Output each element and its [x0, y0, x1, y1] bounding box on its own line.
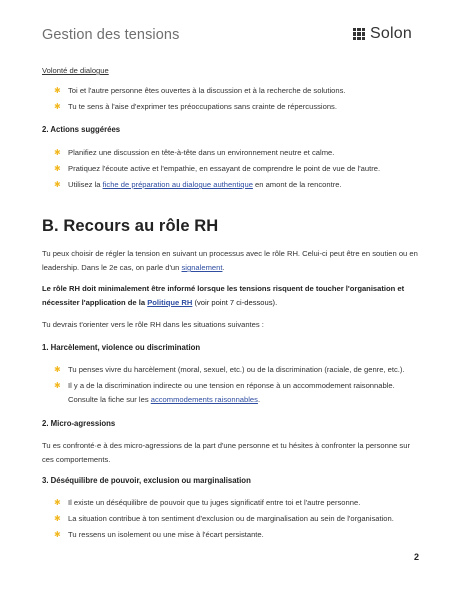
bullet-list-desequilibre [42, 496, 422, 542]
star-bullet-icon: ✱ [54, 164, 61, 173]
star-bullet-icon: ✱ [54, 86, 61, 95]
heading-harcelement: 1. Harcèlement, violence ou discrimination [42, 343, 201, 352]
page-header-title: Gestion des tensions [42, 27, 180, 43]
link-accommodements[interactable]: accommodements raisonnables [150, 395, 258, 404]
subheading-volonte: Volonté de dialogue [42, 66, 109, 75]
page-content [42, 64, 422, 542]
paragraph-choix-rh: Tu peux choisir de régler la tension en suivant un processus avec le rôle RH. Celui-ci peut être en soutien ou en leadership. Dans le 2e cas, on parle d'un signalement. [42, 249, 418, 272]
page-number: 2 [414, 552, 420, 562]
heading-desequilibre: 3. Déséquilibre de pouvoir, exclusion ou marginalisation [42, 476, 251, 485]
list-item: ✱ Pratiquez l'écoute active et l'empathie, en essayant de comprendre le point de vue de l'autre. [42, 162, 422, 176]
link-politique-rh[interactable]: Politique RH [147, 298, 193, 307]
list-item: ✱ Tu te sens à l'aise d'exprimer tes préoccupations sans crainte de répercussions. [42, 100, 422, 114]
heading-recours-rh: B. Recours au rôle RH [42, 217, 219, 235]
list-item: ✱ Tu ressens un isolement ou une mise à l'écart persistante. [42, 528, 422, 542]
link-signalement[interactable]: signalement [181, 263, 223, 272]
heading-micro-agressions: 2. Micro-agressions [42, 419, 116, 428]
star-bullet-icon: ✱ [54, 498, 61, 507]
bullet-list-harcelement [42, 363, 422, 407]
solon-logo [353, 25, 412, 43]
star-bullet-icon: ✱ [54, 514, 61, 523]
paragraph-micro-agressions: Tu es confronté·e à des micro-agressions de la part d'une personne et tu hésites à confronter la personne sur ces comportements. [42, 441, 410, 464]
paragraph-orienter-rh: Tu devrais t'orienter vers le rôle RH dans les situations suivantes : [42, 320, 264, 329]
star-bullet-icon: ✱ [54, 102, 61, 111]
list-item: ✱ Planifiez une discussion en tête-à-tête dans un environnement neutre et calme. [42, 146, 422, 160]
list-item: ✱ Tu penses vivre du harcèlement (moral, sexuel, etc.) ou de la discrimination (raciale, de genre, etc.). [42, 363, 422, 377]
star-bullet-icon: ✱ [54, 180, 61, 189]
paragraph-role-rh-informe: Le rôle RH doit minimalement être informé lorsque les tensions risquent de toucher l'organisation et nécessiter l'application de la Politique RH (voir point 7 ci-dessous). [42, 284, 405, 307]
star-bullet-icon: ✱ [54, 365, 61, 374]
star-bullet-icon: ✱ [54, 381, 61, 390]
logo-text: Solon [370, 25, 412, 42]
bullet-list-volonte [42, 84, 422, 114]
grid-logo-icon [353, 28, 365, 40]
list-item: ✱ Utilisez la fiche de préparation au dialogue authentique en amont de la rencontre. [42, 178, 422, 192]
bullet-list-actions [42, 146, 422, 192]
list-item: ✱ Il existe un déséquilibre de pouvoir que tu juges significatif entre toi et l'autre personne. [42, 496, 422, 510]
heading-actions-suggerees: 2. Actions suggérées [42, 125, 121, 134]
star-bullet-icon: ✱ [54, 530, 61, 539]
list-item: ✱ La situation contribue à ton sentiment d'exclusion ou de marginalisation au sein de l'organisation. [42, 512, 422, 526]
star-bullet-icon: ✱ [54, 148, 61, 157]
list-item: ✱ Toi et l'autre personne êtes ouvertes à la discussion et à la recherche de solutions. [42, 84, 422, 98]
link-fiche-preparation[interactable]: fiche de préparation au dialogue authentique [102, 180, 253, 189]
list-item: ✱ Il y a de la discrimination indirecte ou une tension en réponse à un accommodement raisonnable. Consulte la fiche sur les accommodements raisonnables. [54, 381, 395, 404]
